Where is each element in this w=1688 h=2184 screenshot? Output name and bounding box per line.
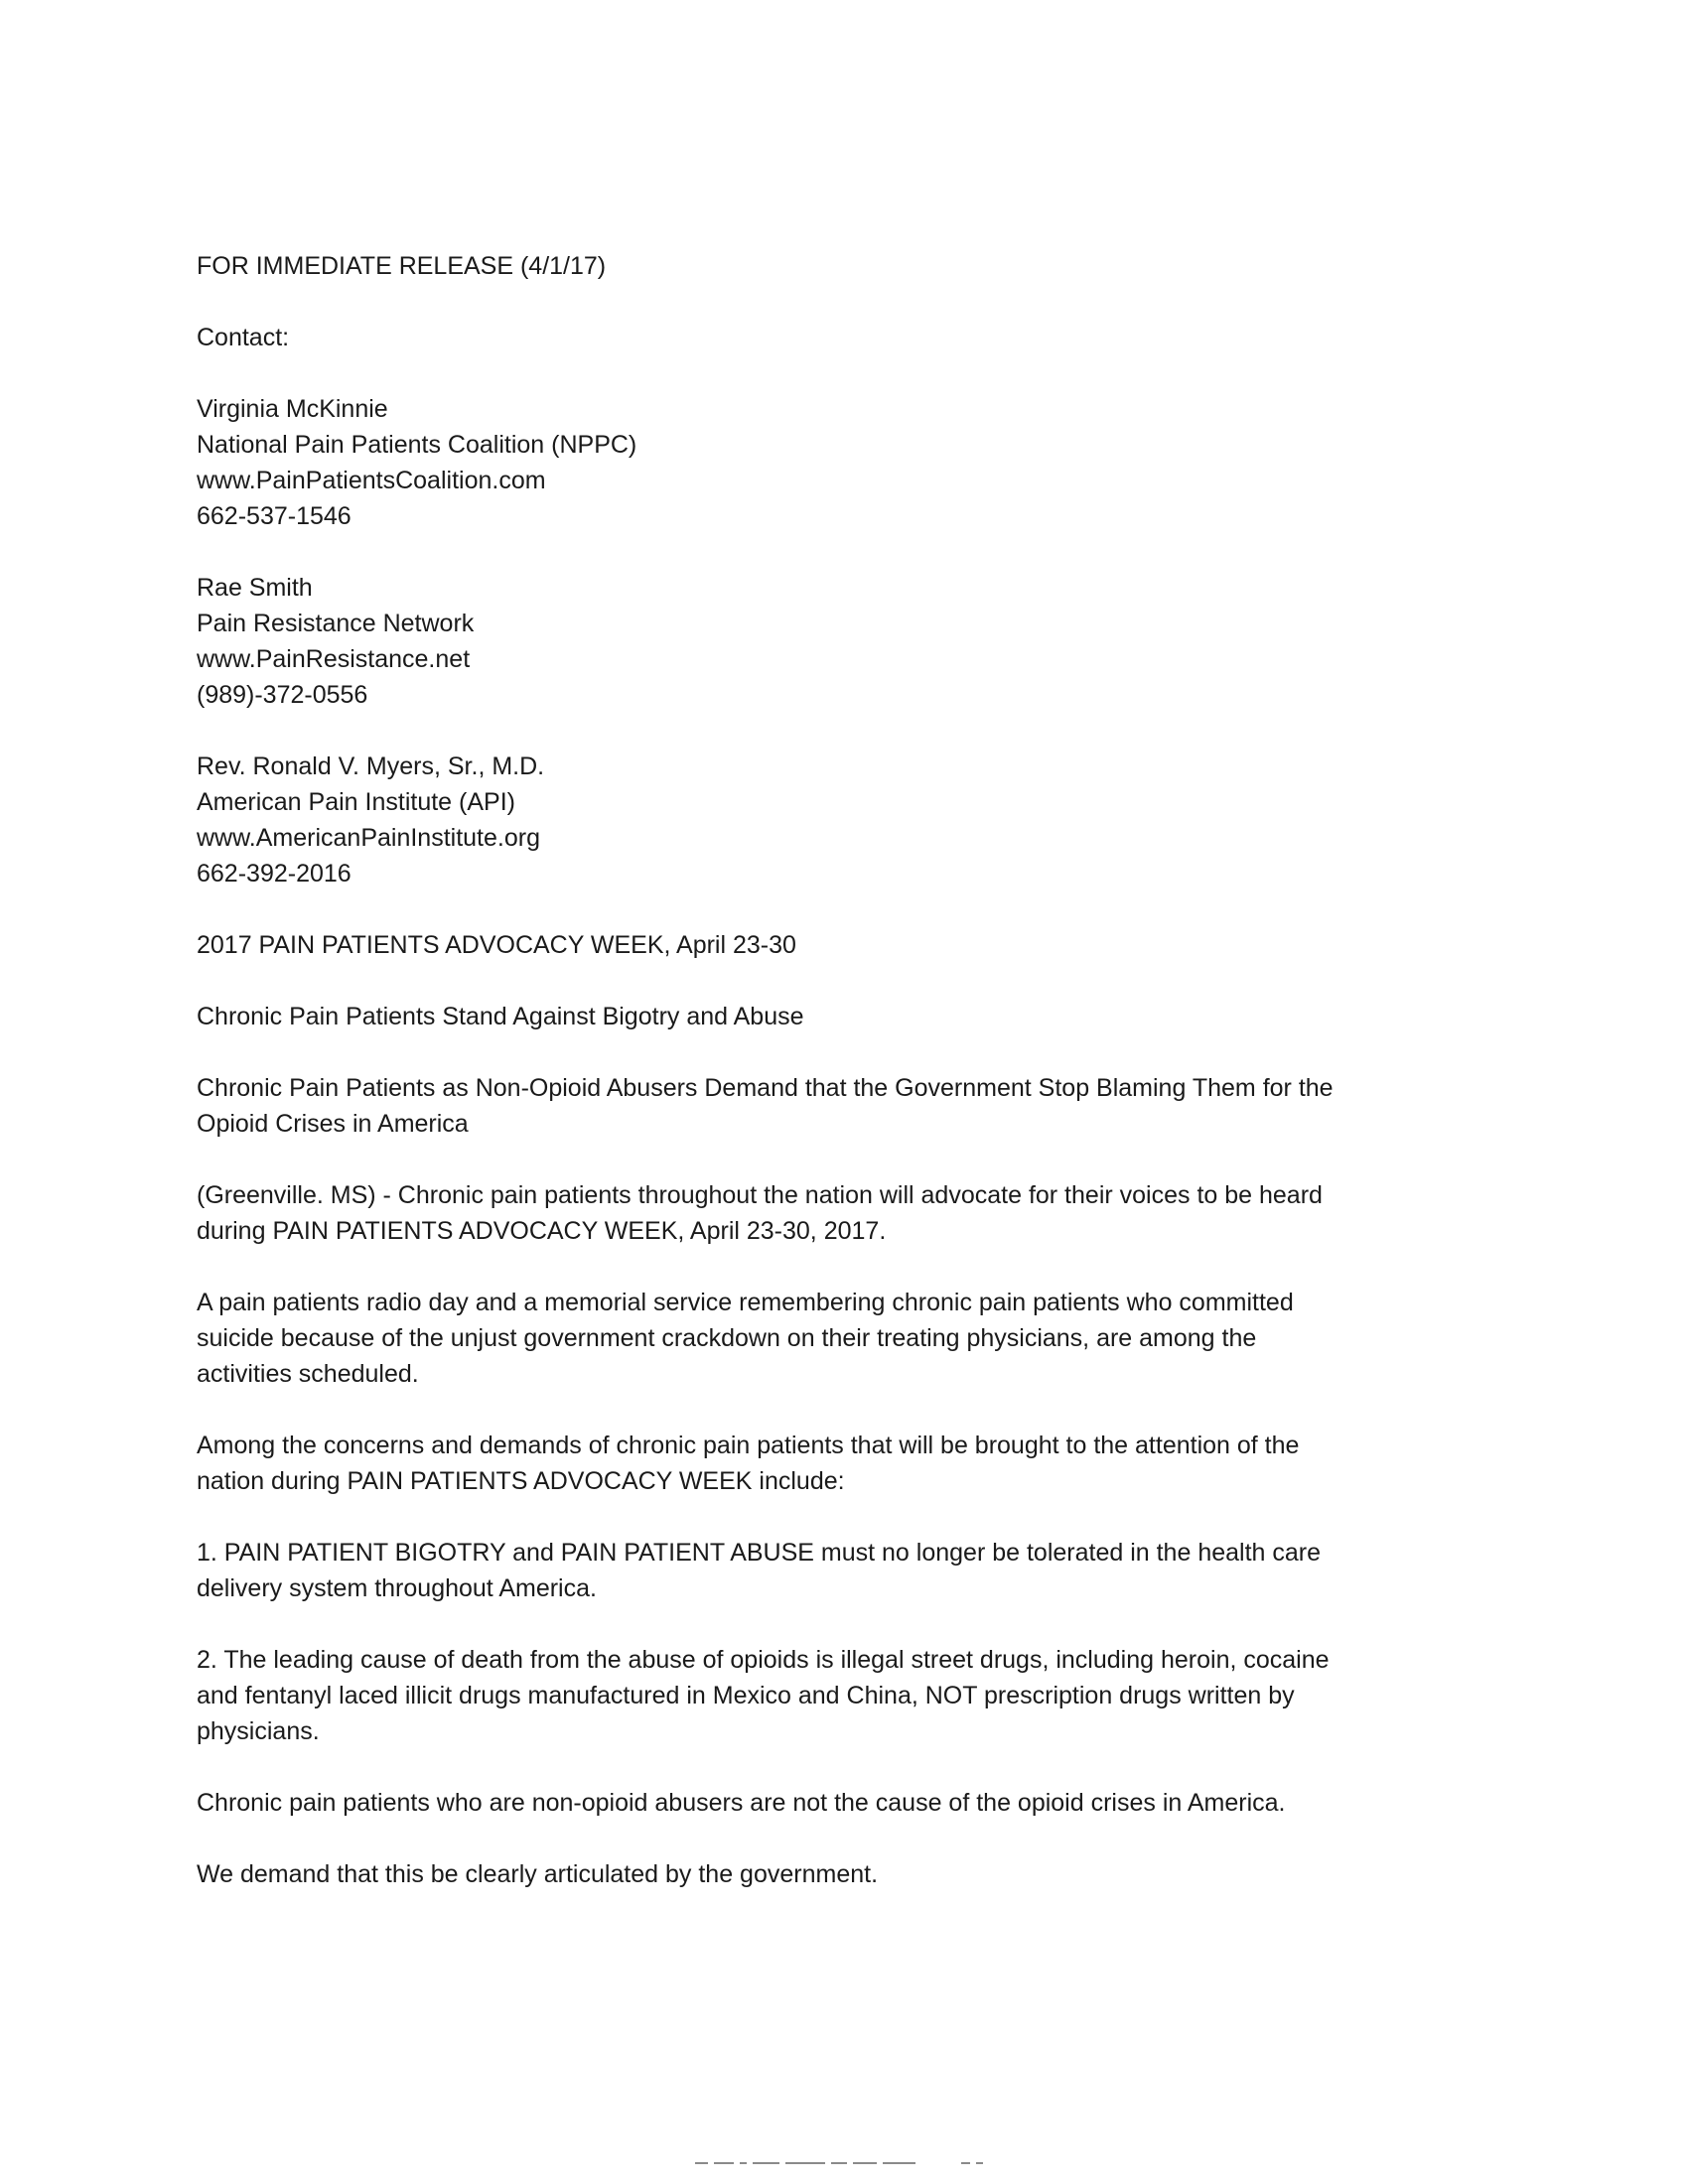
contact-phone: 662-392-2016 [197,860,352,887]
body-line: 1. PAIN PATIENT BIGOTRY and PAIN PATIENT ABUSE must no longer be tolerated in the health care [197,1539,1322,1567]
contact-organization: American Pain Institute (API) [197,788,515,816]
release-line [197,248,1450,284]
contact-website: www.AmericanPainInstitute.org [197,824,540,852]
body-paragraph-statement [197,1785,1450,1821]
body-paragraph-demand [197,1856,1450,1892]
press-release-body [197,248,1450,1928]
body-line: delivery system throughout America. [197,1574,597,1602]
contact-website: www.PainPatientsCoalition.com [197,467,546,494]
subheadline [197,1070,1450,1142]
contact-website: www.PainResistance.net [197,645,471,673]
contact-block-prn [197,570,1450,713]
body-paragraph-activities [197,1285,1450,1392]
body-line: suicide because of the unjust government crackdown on their treating physicians, are among the [197,1324,1257,1352]
body-line: We demand that this be clearly articulated by the government. [197,1860,879,1888]
contact-block-api [197,749,1450,891]
contact-phone: (989)-372-0556 [197,681,368,709]
release-date-text: FOR IMMEDIATE RELEASE (4/1/17) [197,252,607,280]
body-line: A pain patients radio day and a memorial service remembering chronic pain patients who committed [197,1289,1294,1316]
scan-footer-artifact [695,2160,983,2166]
contact-block-nppc [197,391,1450,534]
body-paragraph-intro [197,1177,1450,1249]
body-line: activities scheduled. [197,1360,419,1388]
headline-text: Chronic Pain Patients Stand Against Bigotry and Abuse [197,1003,804,1030]
contact-organization: National Pain Patients Coalition (NPPC) [197,431,637,459]
body-line: (Greenville. MS) - Chronic pain patients throughout the nation will advocate for their voices to be heard [197,1181,1323,1209]
subheadline-line: Chronic Pain Patients as Non-Opioid Abusers Demand that the Government Stop Blaming Them for the [197,1074,1334,1102]
body-line: Among the concerns and demands of chronic pain patients that will be brought to the attention of the [197,1432,1300,1459]
contact-name: Rae Smith [197,574,313,602]
contact-label: Contact: [197,324,290,351]
contact-organization: Pain Resistance Network [197,610,475,637]
body-line: physicians. [197,1717,320,1745]
event-title-text: 2017 PAIN PATIENTS ADVOCACY WEEK, April 23-30 [197,931,796,959]
demand-item-2 [197,1642,1450,1749]
headline [197,999,1450,1034]
body-line: Chronic pain patients who are non-opioid abusers are not the cause of the opioid crises in America. [197,1789,1286,1817]
contact-name: Rev. Ronald V. Myers, Sr., M.D. [197,752,545,780]
contact-phone: 662-537-1546 [197,502,352,530]
event-title [197,927,1450,963]
demand-item-1 [197,1535,1450,1606]
contact-heading [197,320,1450,355]
subheadline-line: Opioid Crises in America [197,1110,469,1138]
body-line: nation during PAIN PATIENTS ADVOCACY WEEK include: [197,1467,845,1495]
body-paragraph-concerns [197,1428,1450,1499]
body-line: during PAIN PATIENTS ADVOCACY WEEK, April 23-30, 2017. [197,1217,887,1245]
contact-name: Virginia McKinnie [197,395,388,423]
body-line: 2. The leading cause of death from the abuse of opioids is illegal street drugs, including heroin, cocaine [197,1646,1330,1674]
body-line: and fentanyl laced illicit drugs manufactured in Mexico and China, NOT prescription drugs written by [197,1682,1295,1709]
